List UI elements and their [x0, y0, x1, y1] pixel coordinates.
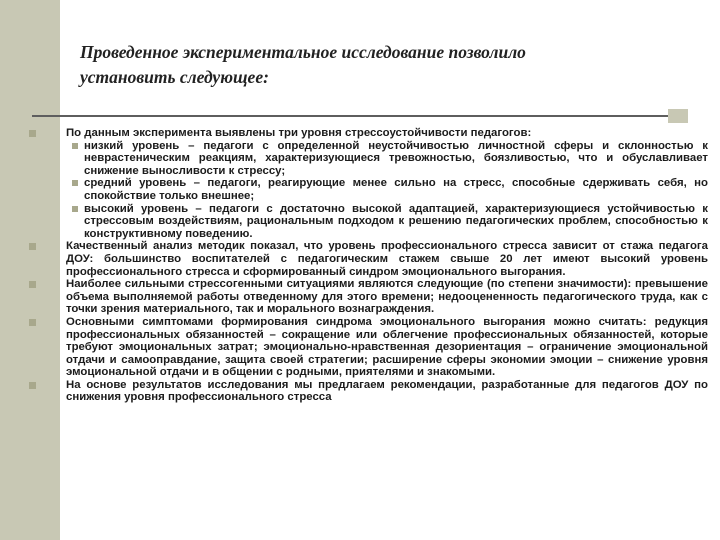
square-bullet-icon — [72, 180, 78, 186]
list-item-text: Наиболее сильными стрессогенными ситуациями являются следующие (по степени значимости): превышение объема выполняемой работы отведенному для этого времени; недооцененность педагогического труда, как с точки зрения материального, так и морального вознаграждения. — [66, 278, 708, 316]
title-divider — [32, 115, 680, 117]
list-item-levels — [66, 127, 708, 140]
square-bullet-icon — [29, 243, 36, 250]
list-item-recommendations — [66, 379, 708, 404]
list-item-text: Основными симптомами формирования синдрома эмоционального выгорания можно считать: редукция профессиональных обязанностей – сокращение или облегчение профессиональных обязанностей, которые требуют эмоциональных затрат; эмоционально-нравственная дезориентация – ограничение эмоциональной отдачи и самооправдание, защита своей стратегии; расширение сферы экономии эмоции – снижение уровня эмоциональной отдачи и в общении с родными, приятелями и знакомыми. — [66, 315, 708, 379]
title-accent-block — [668, 109, 688, 123]
square-bullet-icon — [29, 382, 36, 389]
title-line-1: Проведенное экспериментальное исследование позволило — [80, 42, 526, 62]
sub-item-medium — [84, 177, 708, 202]
sub-item-low — [84, 140, 708, 178]
square-bullet-icon — [29, 281, 36, 288]
list-item-text: На основе результатов исследования мы предлагаем рекомендации, разработанные для педагогов ДОУ по снижения уровня профессионального стресса — [66, 378, 708, 404]
sub-item-high — [84, 203, 708, 241]
slide-title — [80, 40, 700, 90]
title-line-2: установить следующее: — [80, 67, 269, 87]
square-bullet-icon — [29, 130, 36, 137]
sub-item-text: высокий уровень – педагоги с достаточно высокой адаптацией, характеризующиеся устойчивостью к стрессовым воздействиям, рациональным подходом к решению педагогических проблем, способностью к конструктивному поведению. — [84, 202, 708, 240]
square-bullet-icon — [72, 206, 78, 212]
slide-body — [66, 127, 708, 404]
list-item-text: Качественный анализ методик показал, что уровень профессионального стресса зависит от стажа педагога ДОУ: большинство воспитателей с педагогическим стажем свыше 20 лет имеют высокий уровень профессионального стресса и сформированный синдром эмоционального выгорания. — [66, 240, 708, 278]
list-item-symptoms — [66, 316, 708, 379]
square-bullet-icon — [29, 319, 36, 326]
sub-item-text: средний уровень – педагоги, реагирующие менее сильно на стресс, способные сдерживать себя, но спокойствие только внешнее; — [84, 177, 708, 202]
left-sidebar-band — [0, 0, 60, 540]
list-item-stressors — [66, 278, 708, 316]
sub-item-text: низкий уровень – педагоги с определенной неустойчивостью личностной сферы и склонностью к неврастеническим реакциям, характеризующиеся тревожностью, боязливостью, что и обуславливает снижение выносливости к стрессу; — [84, 139, 708, 177]
list-item-text: По данным эксперимента выявлены три уровня стрессоустойчивости педагогов: — [66, 127, 532, 139]
list-item-analysis — [66, 240, 708, 278]
square-bullet-icon — [72, 143, 78, 149]
